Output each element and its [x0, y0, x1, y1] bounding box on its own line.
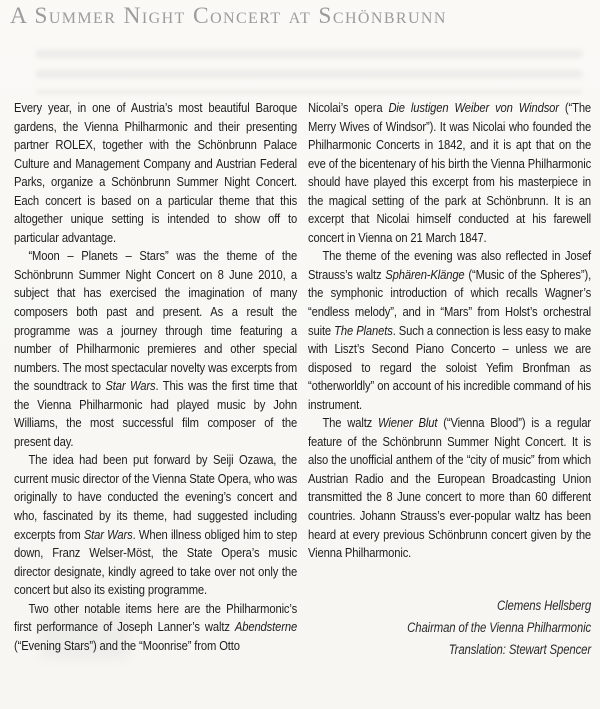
right-column-paragraphs [308, 99, 591, 563]
left-column-paragraphs [14, 99, 297, 655]
text-run: The idea had been put forward by Seiji Ozawa, the current music director of the Vienna State Opera, who was originally to have conducted the evening’s concert and who, fascinated by its theme, had suggested including excerpts from [14, 452, 298, 542]
italic-text-run: Abendsterne [234, 619, 298, 635]
article-body [14, 99, 592, 662]
text-run: The theme of the evening was also reflected in Josef Strauss’s waltz [308, 248, 592, 282]
text-run: Two other notable items here are the Philharmonic’s first performance of Joseph Lanner’s waltz [14, 600, 298, 635]
signature-line: Clemens Hellsberg [497, 597, 592, 613]
signature-line: Chairman of the Vienna Philharmonic [407, 620, 592, 636]
text-run: “Moon – Planets – Stars” was the theme of the Schönbrunn Summer Night Concert on 8 June 2010, a subject that has exercised the imagination of many composers both past and present. As a result the programme was a journey through time featuring a number of Philharmonic premieres and other special numbers. The most spectacular novelty was excerpts from the soundtrack to [14, 248, 298, 394]
text-run: (“Music of the Spheres”), the symphonic introduction of which recalls Wagner’s “endless melody”, and in “Mars” from Holst’s orchestral suite [308, 266, 592, 338]
paragraph [308, 414, 591, 562]
page-title: A Summer Night Concert at Schönbrunn [10, 3, 447, 29]
text-run: (“The Merry Wives of Windsor”). It was Nicolai who founded the Philharmonic Concerts in 1842, and it is apt that on the eve of the bicentenary of his birth the Vienna Philharmonic should have played this excerpt from his masterpiece in the magical setting of the park at Schönbrunn. It is an excerpt that Nicolai himself conducted at his farewell concert in Vienna on 21 March 1847. [308, 100, 592, 245]
paragraph [308, 99, 591, 247]
signature-block [308, 595, 591, 662]
text-run: . This was the first time that the Vienna Philharmonic had played music by John Williams, the most successful film composer of the present day. [14, 378, 298, 449]
italic-text-run: The Planets [334, 322, 393, 338]
right-column [308, 99, 591, 662]
text-run: . When illness obliged him to step down, Franz Welser-Möst, the State Opera’s music director designate, kindly agreed to take over not only the concert but also its existing programme. [14, 526, 298, 598]
italic-text-run: Sphären-Klänge [385, 266, 465, 282]
paragraph [14, 451, 297, 599]
text-run: Nicolai’s opera [308, 100, 389, 115]
signature-line: Translation: Stewart Spencer [448, 642, 592, 658]
left-column [14, 99, 297, 662]
italic-text-run: Star Wars [105, 378, 156, 394]
paragraph [308, 247, 591, 414]
italic-text-run: Wiener Blut [378, 415, 438, 431]
text-run: (“Vienna Blood”) is a regular feature of the Schönbrunn Summer Night Concert. It is also the unofficial anthem of the “city of music” from which Austrian Radio and the European Broadcasting Union transmitted the 8 June concert to more than 60 different countries. Johann Strauss’s ever-popular waltz has been heard at every previous Schönbrunn concert given by the Vienna Philharmonic. [308, 415, 592, 561]
text-run: The waltz [322, 415, 379, 431]
right-column-content [308, 99, 591, 662]
text-run: (“Evening Stars”) and the “Moonrise” from Otto [14, 637, 240, 653]
italic-text-run: Die lustigen Weiber von Windsor [388, 100, 559, 115]
paragraph [14, 99, 297, 247]
text-run: Every year, in one of Austria’s most beautiful Baroque gardens, the Vienna Philharmonic and their presenting partner ROLEX, together with the Schönbrunn Palace Culture and Management Company and Austrian Federal Parks, organize a Schönbrunn Summer Night Concert. Each concert is based on a particular theme that this altogether unique setting is intended to show off to particular advantage. [14, 100, 298, 245]
italic-text-run: Star Wars [83, 526, 133, 542]
paragraph [14, 600, 297, 656]
paragraph [14, 247, 297, 451]
text-run: . Such a connection is less easy to make with Liszt’s Second Piano Concerto – unless we are disposed to regard the soloist Yefim Bronfman as “otherworldly” on account of his incredible command of his instrument. [308, 322, 592, 412]
scan-bleed-artifact [36, 50, 582, 94]
